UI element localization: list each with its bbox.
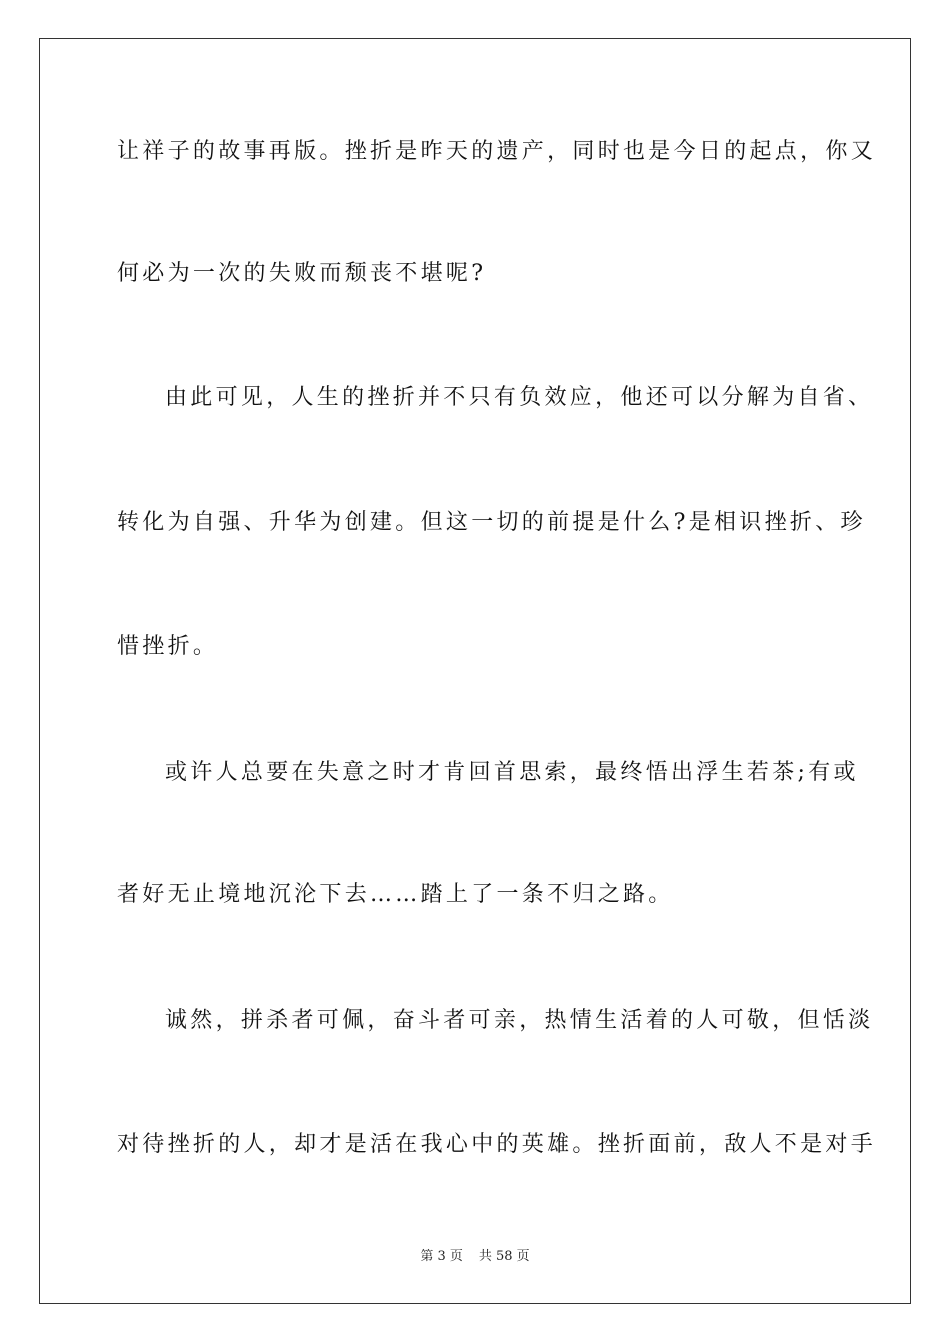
text-line-1: 让祥子的故事再版。挫折是昨天的遗产，同时也是今日的起点，你又 [117,139,877,164]
text-line-8: 诚然，拼杀者可佩，奋斗者可亲，热情生活着的人可敬，但恬淡 [165,1008,874,1033]
text-line-4: 转化为自强、升华为创建。但这一切的前提是什么?是相识挫折、珍 [117,510,866,535]
page-border [39,38,911,1304]
text-line-5: 惜挫折。 [117,634,219,659]
page-footer [0,1248,950,1266]
text-line-6: 或许人总要在失意之时才肯回首思索，最终悟出浮生若茶;有或 [165,760,859,785]
text-line-3: 由此可见，人生的挫折并不只有负效应，他还可以分解为自省、 [165,385,874,410]
page-total: 共 58 页 [478,1249,530,1264]
text-line-2: 何必为一次的失败而颓丧不堪呢? [117,261,487,286]
text-line-9: 对待挫折的人，却才是活在我心中的英雄。挫折面前，敌人不是对手 [117,1132,877,1157]
page-number: 第 3 页 [420,1249,463,1264]
text-line-7: 者好无止境地沉沦下去……踏上了一条不归之路。 [117,882,674,907]
